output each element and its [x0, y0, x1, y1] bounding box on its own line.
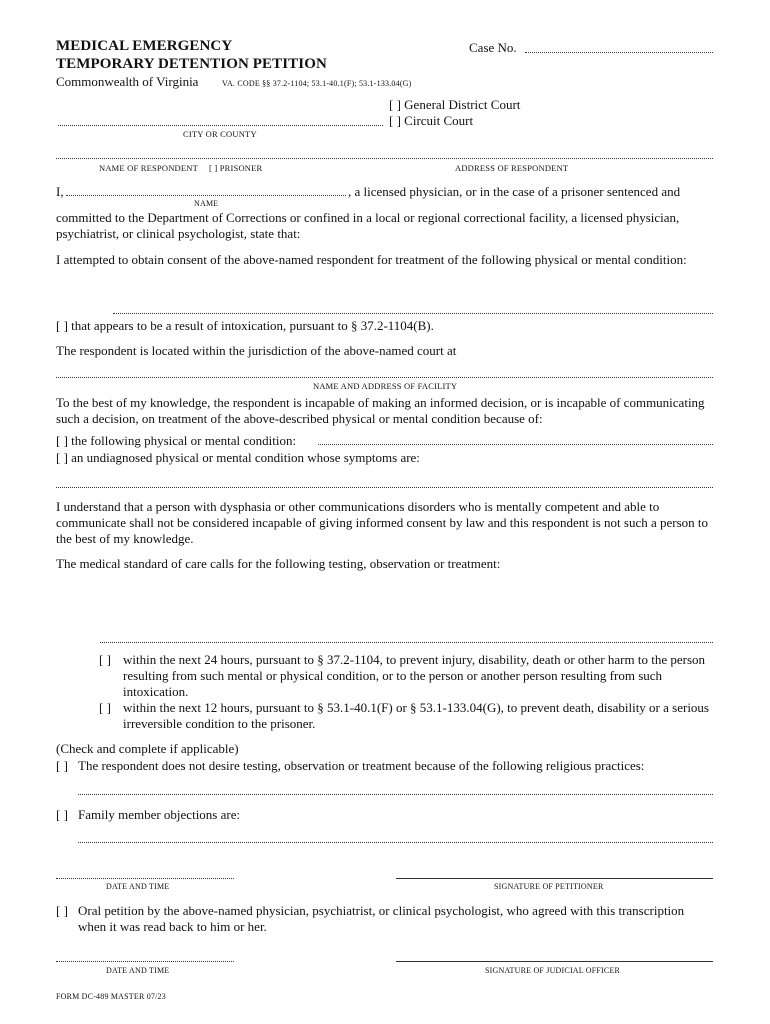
- optional-heading: (Check and complete if applicable): [56, 741, 239, 756]
- consent-text: I attempted to obtain consent of the above-named respondent for treatment of the following physical or mental condition:: [56, 252, 687, 267]
- prisoner-checkbox[interactable]: [ ] PRISONER: [209, 163, 263, 173]
- condition-field[interactable]: [113, 313, 713, 314]
- symptoms-field[interactable]: [56, 487, 713, 488]
- family-field[interactable]: [78, 842, 713, 843]
- religious-text: The respondent does not desire testing, observation or treatment because of the following religious practices:: [78, 758, 645, 773]
- family-text: Family member objections are:: [78, 807, 241, 822]
- petitioner-date-label: DATE AND TIME: [106, 882, 170, 891]
- judicial-signature-line[interactable]: [396, 961, 713, 962]
- city-county-field[interactable]: [58, 125, 383, 126]
- case-no-field[interactable]: [525, 52, 713, 53]
- jurisdiction: Commonwealth of Virginia: [56, 74, 199, 89]
- judicial-date-label: DATE AND TIME: [106, 966, 170, 975]
- petitioner-prefix: I,: [56, 184, 64, 199]
- option-24-hours-text: within the next 24 hours, pursuant to § 37.2-1104, to prevent injury, disability, death or other harm to the person resulting from such mental or physical condition, or to the person or another person resulting from such intoxication.: [123, 652, 706, 699]
- checkbox-24-hours[interactable]: [ ]: [99, 652, 111, 667]
- petitioner-continuation: committed to the Department of Corrections or confined in a local or regional correctional facility, a licensed physician, psychiatrist, or clinical psychologist, state that:: [56, 210, 680, 241]
- incapable-option-undiagnosed[interactable]: [ ] an undiagnosed physical or mental condition whose symptoms are:: [56, 450, 420, 465]
- intoxication-option[interactable]: [ ] that appears to be a result of intoxication, pursuant to § 37.2-1104(B).: [56, 318, 434, 333]
- general-district-court-option[interactable]: [ ] General District Court: [389, 97, 521, 112]
- circuit-court-option[interactable]: [ ] Circuit Court: [389, 113, 474, 128]
- location-text: The respondent is located within the jurisdiction of the above-named court at: [56, 343, 457, 358]
- facility-label: NAME AND ADDRESS OF FACILITY: [313, 381, 458, 391]
- oral-petition-text: Oral petition by the above-named physician, psychiatrist, or clinical psychologist, who agreed with this transcription when it was read back to him or her.: [78, 903, 685, 934]
- option-12-hours-text: within the next 12 hours, pursuant to § 53.1-40.1(F) or § 53.1-133.04(G), to prevent death, disability or a serious irreversible condition to the prisoner.: [123, 700, 709, 731]
- treatment-field[interactable]: [100, 642, 713, 643]
- standard-of-care-text: The medical standard of care calls for the following testing, observation or treatment:: [56, 556, 501, 571]
- condition-detail-field[interactable]: [318, 444, 713, 445]
- judicial-signature-label: SIGNATURE OF JUDICIAL OFFICER: [485, 966, 621, 975]
- judicial-date-field[interactable]: [56, 961, 234, 962]
- petitioner-name-label: NAME: [194, 199, 219, 208]
- respondent-name-label: NAME OF RESPONDENT: [99, 163, 198, 173]
- petitioner-signature-label: SIGNATURE OF PETITIONER: [494, 882, 604, 891]
- petitioner-suffix: , a licensed physician, or in the case of a prisoner sentenced and: [348, 184, 681, 199]
- incapable-text: To the best of my knowledge, the respondent is incapable of making an informed decision, or is incapable of communicating such a decision, on treatment of the above-described physical or mental condition because of:: [56, 395, 705, 426]
- family-checkbox[interactable]: [ ]: [56, 807, 68, 822]
- facility-field[interactable]: [56, 377, 713, 378]
- dysphasia-text: I understand that a person with dysphasia or other communications disorders who is mentally competent and able to communicate shall not be considered incapable of giving informed consent by law and this respondent is not such a person to the best of my knowledge.: [56, 499, 709, 546]
- oral-petition-checkbox[interactable]: [ ]: [56, 903, 68, 918]
- petitioner-name-field[interactable]: [66, 195, 346, 196]
- city-county-label: CITY OR COUNTY: [183, 129, 257, 139]
- form-title-line2: TEMPORARY DETENTION PETITION: [56, 56, 327, 72]
- petitioner-date-field[interactable]: [56, 878, 234, 879]
- religious-field[interactable]: [78, 794, 713, 795]
- checkbox-12-hours[interactable]: [ ]: [99, 700, 111, 715]
- respondent-field[interactable]: [56, 158, 713, 159]
- form-id: FORM DC-489 MASTER 07/23: [56, 992, 166, 1001]
- petitioner-signature-line[interactable]: [396, 878, 713, 879]
- code-reference: VA. CODE §§ 37.2-1104; 53.1-40.1(F); 53.1-133.04(G): [222, 79, 412, 88]
- case-no-label: Case No.: [469, 40, 517, 55]
- religious-checkbox[interactable]: [ ]: [56, 758, 68, 773]
- incapable-option-condition[interactable]: [ ] the following physical or mental condition:: [56, 433, 297, 448]
- respondent-address-label: ADDRESS OF RESPONDENT: [455, 163, 569, 173]
- form-title-line1: MEDICAL EMERGENCY: [56, 38, 233, 54]
